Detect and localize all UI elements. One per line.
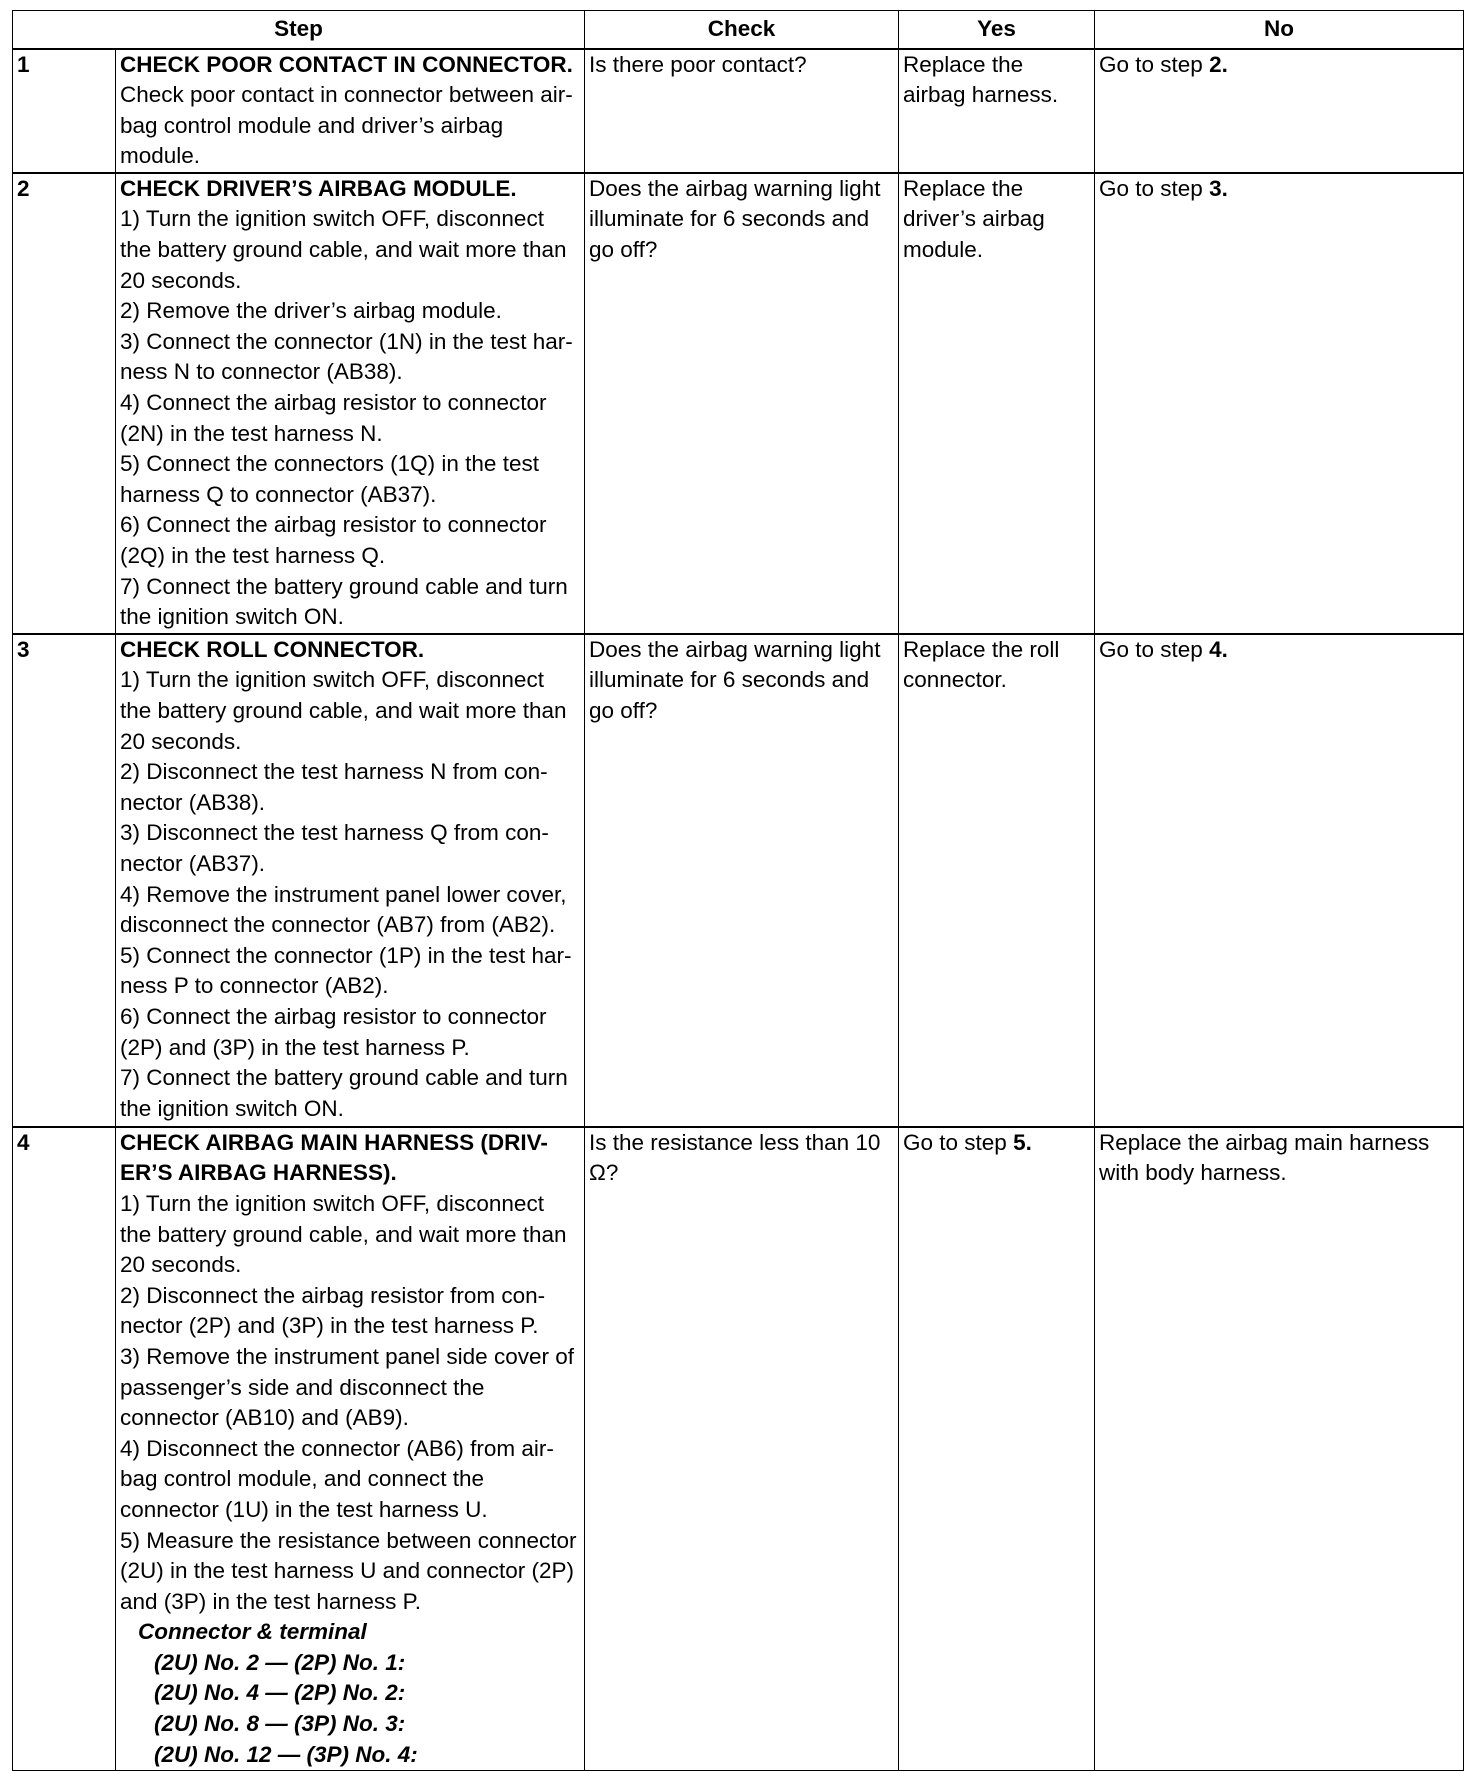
step-line: 2) Disconnect the airbag resistor from con-nector (2P) and (3P) in the test harness P. <box>120 1282 546 1339</box>
yes-cell <box>899 1127 1095 1771</box>
check-cell: Is there poor contact? <box>585 49 899 173</box>
step-description <box>116 1127 585 1771</box>
no-step-ref: 2. <box>1209 51 1228 77</box>
step-description <box>116 634 585 1127</box>
yes-step-ref: 5. <box>1013 1129 1032 1155</box>
step-line: 6) Connect the airbag resistor to connector (2P) and (3P) in the test harness P. <box>120 1003 547 1060</box>
spec-item: (2U) No. 8 — (3P) No. 3: <box>154 1711 406 1737</box>
check-cell: Does the airbag warning light illuminate for 6 seconds and go off? <box>585 634 899 1127</box>
no-step-ref: 4. <box>1209 636 1228 662</box>
no-step-ref: 3. <box>1209 175 1228 201</box>
step-line: 4) Disconnect the connector (AB6) from air-bag control module, and connect the connector (1U) in the test harness U. <box>120 1435 554 1522</box>
step-line: 1) Turn the ignition switch OFF, disconnect the battery ground cable, and wait more than 20 seconds. <box>120 667 567 754</box>
step-description <box>116 173 585 634</box>
table-row <box>13 49 1464 173</box>
step-description <box>116 49 585 173</box>
yes-cell: Replace the driver’s airbag module. <box>899 173 1095 634</box>
step-number: 2 <box>13 173 116 634</box>
step-number: 3 <box>13 634 116 1127</box>
no-prefix: Go to step <box>1099 51 1210 77</box>
check-cell: Is the resistance less than 10 Ω? <box>585 1127 899 1771</box>
no-prefix: Go to step <box>1099 636 1210 662</box>
yes-prefix: Go to step <box>903 1129 1014 1155</box>
check-cell: Does the airbag warning light illuminate for 6 seconds and go off? <box>585 173 899 634</box>
header-step: Step <box>13 11 585 49</box>
step-number: 4 <box>13 1127 116 1771</box>
step-title: CHECK DRIVER’S AIRBAG MODULE. <box>120 175 517 201</box>
step-line: 2) Disconnect the test harness N from con-nector (AB38). <box>120 759 548 815</box>
header-no: No <box>1095 11 1464 49</box>
header-check: Check <box>585 11 899 49</box>
no-cell <box>1095 173 1464 634</box>
spec-item: (2U) No. 12 — (3P) No. 4: <box>154 1741 418 1767</box>
step-line: 1) Turn the ignition switch OFF, disconnect the battery ground cable, and wait more than 20 seconds. <box>120 206 567 293</box>
spec-item: (2U) No. 2 — (2P) No. 1: <box>154 1649 406 1675</box>
step-line: 5) Connect the connectors (1Q) in the test harness Q to connector (AB37). <box>120 451 539 507</box>
step-line: 4) Remove the instrument panel lower cover, disconnect the connector (AB7) from (AB2). <box>120 881 567 938</box>
step-line: 7) Connect the battery ground cable and turn the ignition switch ON. <box>120 1065 568 1121</box>
header-row <box>13 11 1464 49</box>
step-line: 7) Connect the battery ground cable and turn the ignition switch ON. <box>120 573 568 630</box>
step-line: 3) Remove the instrument panel side cover of passenger’s side and disconnect the connector (AB10) and (AB9). <box>120 1343 574 1431</box>
table-row <box>13 173 1464 634</box>
step-line: 1) Turn the ignition switch OFF, disconnect the battery ground cable, and wait more than 20 seconds. <box>120 1190 567 1278</box>
step-line: 3) Connect the connector (1N) in the test har-ness N to connector (AB38). <box>120 328 573 385</box>
no-cell: Replace the airbag main harness with body harness. <box>1095 1127 1464 1771</box>
step-line: 5) Connect the connector (1P) in the test har-ness P to connector (AB2). <box>120 942 572 999</box>
step-line: 5) Measure the resistance between connector (2U) in the test harness U and connector (2P) and (3P) in the test harness P. <box>120 1527 577 1614</box>
spec-heading: Connector & terminal <box>138 1619 367 1645</box>
step-line: 2) Remove the driver’s airbag module. <box>120 298 502 324</box>
spec-item: (2U) No. 4 — (2P) No. 2: <box>154 1680 406 1706</box>
step-title: CHECK ROLL CONNECTOR. <box>120 636 425 662</box>
step-line: bag control module and driver’s airbag module. <box>120 112 504 169</box>
table-row <box>13 1127 1464 1771</box>
no-cell <box>1095 49 1464 173</box>
no-prefix: Go to step <box>1099 175 1210 201</box>
step-line: Check poor contact in connector between air- <box>120 82 573 108</box>
step-line: 6) Connect the airbag resistor to connector (2Q) in the test harness Q. <box>120 512 547 568</box>
no-cell <box>1095 634 1464 1127</box>
step-title: CHECK AIRBAG MAIN HARNESS (DRIV-ER’S AIRBAG HARNESS). <box>120 1129 548 1186</box>
step-number: 1 <box>13 49 116 173</box>
table-row <box>13 634 1464 1127</box>
step-line: 4) Connect the airbag resistor to connector (2N) in the test harness N. <box>120 390 547 446</box>
step-line: 3) Disconnect the test harness Q from con-nector (AB37). <box>120 820 549 876</box>
step-title: CHECK POOR CONTACT IN CONNECTOR. <box>120 51 573 77</box>
yes-cell: Replace the roll connector. <box>899 634 1095 1127</box>
diagnostic-table <box>12 10 1464 1771</box>
yes-cell: Replace the airbag harness. <box>899 49 1095 173</box>
header-yes: Yes <box>899 11 1095 49</box>
